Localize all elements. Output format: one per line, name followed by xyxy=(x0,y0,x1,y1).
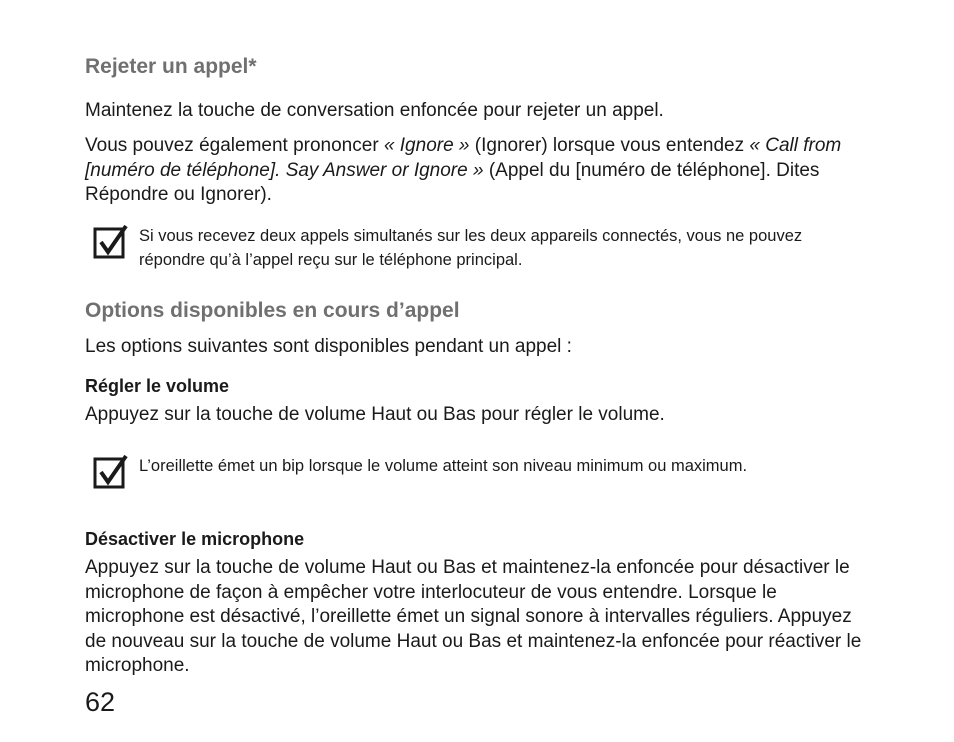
paragraph-options-intro: Les options suivantes sont disponibles pendant un appel : xyxy=(85,336,572,357)
text-run: (Ignorer) lorsque vous entendez xyxy=(469,135,750,156)
italic-prompt-call-from: « Call from [numéro de téléphone]. Say Answer or Ignore » xyxy=(85,135,842,181)
checkbox-check-icon xyxy=(93,224,129,260)
paragraph-volume: Appuyez sur la touche de volume Haut ou Bas pour régler le volume. xyxy=(85,404,665,425)
text-run: (Appel du [numéro de téléphone]. Dites Répondre ou Ignorer). xyxy=(85,159,820,205)
subheading-mute: Désactiver le microphone xyxy=(85,529,305,549)
paragraph-mute: Appuyez sur la touche de volume Haut ou Bas et maintenez-la enfoncée pour désactiver le microphone de façon à empêcher votre interlocuteur de vous entendre. Lorsque le microphone est désactivé, l’oreillette émet un signal sonore à intervalles réguliers. Appuyez de nouveau sur la touche de volume Haut ou Bas et maintenez-la enfoncée pour réactiver le microphone. xyxy=(85,557,862,676)
paragraph-reject-instructions: Maintenez la touche de conversation enfoncée pour rejeter un appel. xyxy=(85,100,664,121)
checkbox-check-icon xyxy=(93,454,129,490)
page-number: 62 xyxy=(85,687,116,717)
section-heading-call-options: Options disponibles en cours d’appel xyxy=(85,299,460,322)
section-heading-reject-call: Rejeter un appel* xyxy=(85,55,257,78)
note-text: L’oreillette émet un bip lorsque le volume atteint son niveau minimum ou maximum. xyxy=(139,457,748,475)
text-run: Vous pouvez également prononcer xyxy=(85,135,384,156)
subheading-volume: Régler le volume xyxy=(85,376,230,396)
note-text: Si vous recevez deux appels simultanés sur les deux appareils connectés, vous ne pouvez répondre qu’à l’appel reçu sur le téléphone principal. xyxy=(139,227,803,269)
paragraph-voice-command xyxy=(85,134,875,208)
italic-command-ignore: « Ignore » xyxy=(383,135,470,156)
